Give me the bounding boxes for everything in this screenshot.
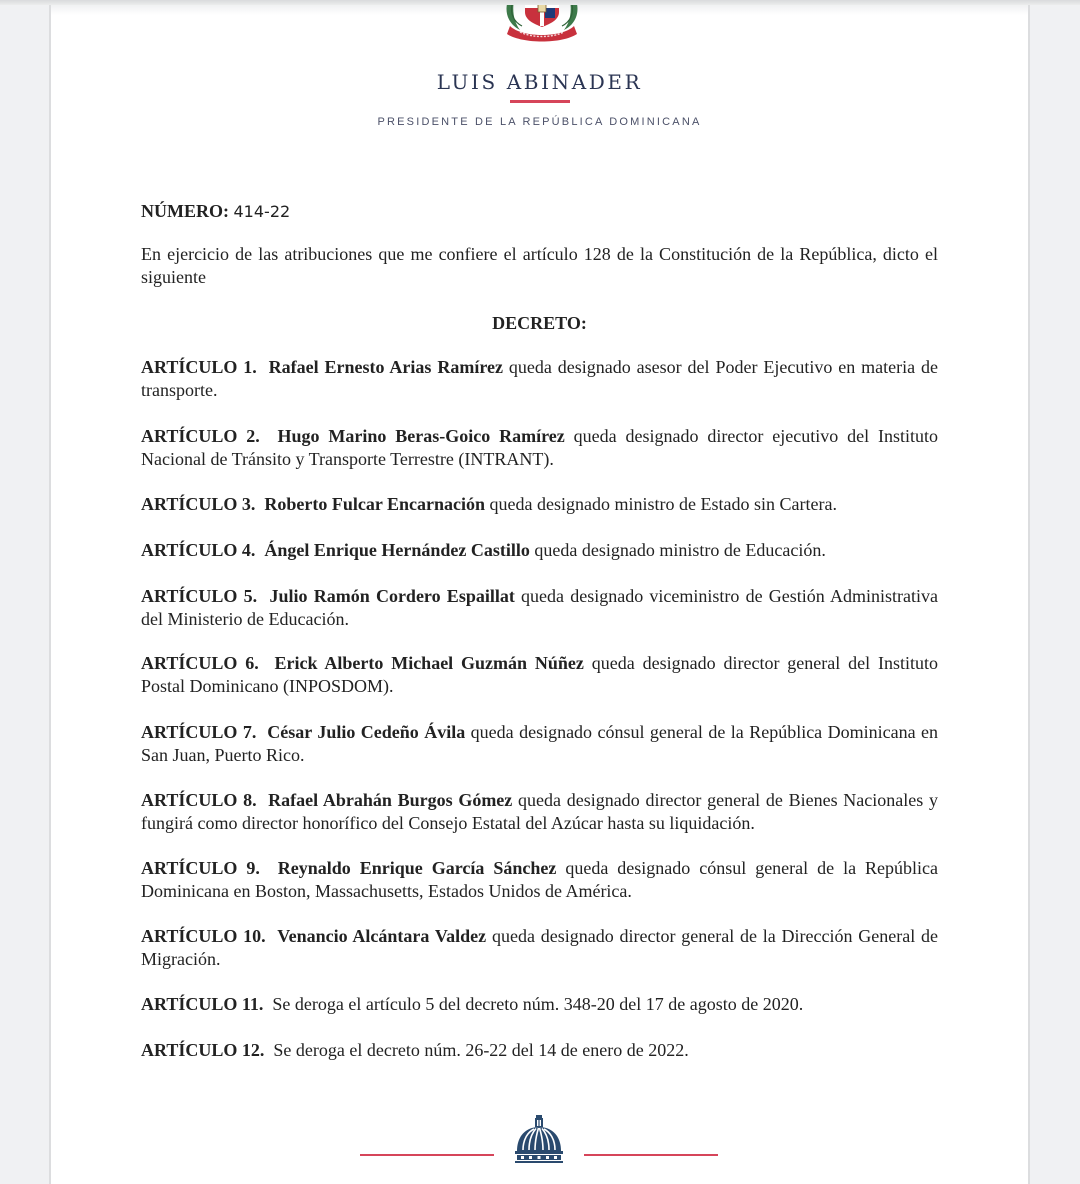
appointee-name: Reynaldo Enrique García Sánchez [277,858,557,878]
article-label: ARTÍCULO 7. [141,722,257,742]
coat-of-arms-icon [500,0,584,42]
article-label: ARTÍCULO 8. [141,790,257,810]
appointee-name: Roberto Fulcar Encarnación [264,494,486,514]
appointee-name: Venancio Alcántara Valdez [277,926,487,946]
president-name: LUIS ABINADER [436,70,643,94]
article-7 [141,721,938,767]
article-label: ARTÍCULO 1. [141,357,257,377]
article-label: ARTÍCULO 5. [141,586,258,606]
article-text: queda designado cónsul general de la República Dominicana en San Juan, Puerto Rico. [141,722,939,765]
footer-rule-right [584,1154,718,1156]
article-10 [141,925,938,971]
decree-number [141,200,290,223]
article-9 [141,857,938,903]
article-11 [141,993,938,1016]
article-label: ARTÍCULO 12. [141,1040,265,1060]
article-text: Se deroga el decreto núm. 26-22 del 14 de enero de 2022. [273,1040,689,1060]
president-title: PRESIDENTE DE LA REPÚBLICA DOMINICANA [377,116,702,128]
article-label: ARTÍCULO 4. [141,540,256,560]
capitol-dome-icon [512,1113,566,1165]
article-label: ARTÍCULO 2. [141,426,260,446]
article-text: queda designado director general de la Dirección General de Migración. [141,926,939,969]
article-1 [141,356,938,402]
decree-number-value: 414-22 [233,202,291,221]
footer-rule-left [360,1154,494,1156]
article-text: queda designado director ejecutivo del Instituto Nacional de Tránsito y Transporte Terrestre (INTRANT). [141,426,938,469]
article-2 [141,425,938,471]
top-shadow [0,0,1080,5]
header-red-rule [510,100,570,103]
article-text: queda designado viceministro de Gestión Administrativa del Ministerio de Educación. [141,586,938,629]
article-6 [141,652,938,698]
article-text: Se deroga el artículo 5 del decreto núm. 348-20 del 17 de agosto de 2020. [272,994,804,1014]
article-text: queda designado cónsul general de la República Dominicana en Boston, Massachusetts, Estados Unidos de América. [141,858,938,901]
article-4 [141,539,938,562]
article-3 [141,493,938,516]
article-text: queda designado ministro de Estado sin Cartera. [485,494,837,514]
article-5 [141,585,938,631]
intro-paragraph: En ejercicio de las atribuciones que me confiere el artículo 128 de la Constitución de la República, dicto el siguiente [141,244,938,287]
appointee-name: Rafael Ernesto Arias Ramírez [268,357,503,377]
article-text: queda designado asesor del Poder Ejecutivo en materia de transporte. [141,357,938,400]
article-label: ARTÍCULO 3. [141,494,256,514]
appointee-name: Ángel Enrique Hernández Castillo [264,540,530,560]
article-8 [141,789,938,835]
decree-heading: DECRETO: [492,313,587,333]
article-text: queda designado director general del Instituto Postal Dominicano (INPOSDOM). [141,653,938,696]
appointee-name: César Julio Cedeño Ávila [267,722,466,742]
article-text: queda designado director general de Bienes Nacionales y fungirá como director honorífico del Consejo Estatal del Azúcar hasta su liquidación. [141,790,938,833]
article-label: ARTÍCULO 10. [141,926,266,946]
appointee-name: Julio Ramón Cordero Espaillat [269,586,515,606]
decree-number-label: NÚMERO: [141,201,229,221]
document-page [49,0,1030,1184]
article-label: ARTÍCULO 6. [141,653,259,673]
appointee-name: Hugo Marino Beras-Goico Ramírez [277,426,565,446]
article-12 [141,1039,938,1062]
article-text: queda designado ministro de Educación. [529,540,826,560]
appointee-name: Erick Alberto Michael Guzmán Núñez [274,653,584,673]
article-label: ARTÍCULO 9. [141,858,260,878]
article-label: ARTÍCULO 11. [141,994,264,1014]
appointee-name: Rafael Abrahán Burgos Gómez [268,790,513,810]
